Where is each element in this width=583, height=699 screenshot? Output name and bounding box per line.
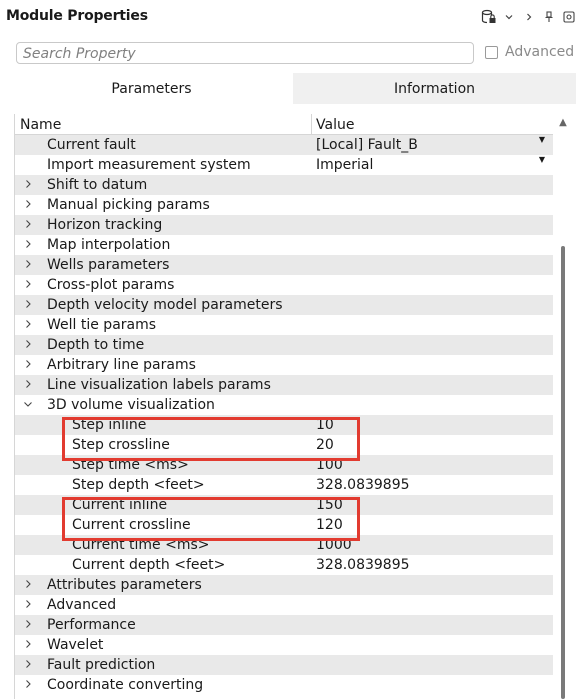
row-value-cell xyxy=(312,295,553,315)
highlight-current-box xyxy=(62,497,360,541)
chevron-right-icon[interactable] xyxy=(15,659,47,672)
row-value-cell xyxy=(312,355,553,375)
row-name-cell xyxy=(15,635,312,655)
chevron-right-icon[interactable] xyxy=(15,279,47,292)
row-label: Well tie params xyxy=(47,317,157,333)
grid-row[interactable] xyxy=(15,335,553,355)
row-label: Step depth <feet> xyxy=(72,477,205,493)
row-label: Current crossline xyxy=(72,517,191,533)
row-name-cell xyxy=(15,135,312,155)
row-name-cell xyxy=(15,315,312,335)
row-value: 20 xyxy=(316,437,334,453)
title-bar-actions xyxy=(479,8,579,26)
chevron-right-icon[interactable] xyxy=(519,8,539,26)
row-value-cell xyxy=(312,575,553,595)
row-name-cell xyxy=(15,375,312,395)
chevron-right-icon[interactable] xyxy=(15,179,47,192)
row-value-cell xyxy=(312,335,553,355)
chevron-right-icon[interactable] xyxy=(15,219,47,232)
row-label: Current inline xyxy=(72,497,168,513)
row-name-cell xyxy=(15,295,312,315)
row-label: 3D volume visualization xyxy=(47,397,215,413)
row-label: Shift to datum xyxy=(47,177,148,193)
chevron-right-icon[interactable] xyxy=(15,319,47,332)
chevron-right-icon[interactable] xyxy=(15,259,47,272)
search-box xyxy=(16,42,474,64)
grid-row[interactable] xyxy=(15,215,553,235)
window-title: Module Properties xyxy=(6,8,148,24)
row-value-cell xyxy=(312,215,553,235)
title-bar xyxy=(0,0,583,34)
chevron-right-icon[interactable] xyxy=(15,339,47,352)
row-name-cell xyxy=(15,395,312,415)
row-label: Step crossline xyxy=(72,437,170,453)
row-label: Fault prediction xyxy=(47,657,156,673)
grid-row[interactable] xyxy=(15,235,553,255)
grid-row[interactable] xyxy=(15,595,553,615)
grid-row[interactable] xyxy=(15,135,553,155)
row-label: Import measurement system xyxy=(47,157,251,173)
row-name-cell xyxy=(15,195,312,215)
row-name-cell xyxy=(15,175,312,195)
tab-bar xyxy=(10,73,576,104)
chevron-right-icon[interactable] xyxy=(15,379,47,392)
property-grid xyxy=(14,114,553,699)
row-value-cell xyxy=(312,275,553,295)
grid-row[interactable] xyxy=(15,275,553,295)
dropdown-arrow-icon[interactable]: ▼ xyxy=(538,155,545,164)
chevron-right-icon[interactable] xyxy=(15,679,47,692)
row-label: Coordinate converting xyxy=(47,677,204,693)
grid-row[interactable] xyxy=(15,155,553,175)
row-value: 120 xyxy=(316,517,343,533)
grid-row[interactable] xyxy=(15,635,553,655)
vertical-scrollbar[interactable] xyxy=(556,114,570,699)
grid-row[interactable] xyxy=(15,615,553,635)
row-name-cell xyxy=(15,215,312,235)
row-name-cell xyxy=(15,155,312,175)
row-label: Current depth <feet> xyxy=(72,557,226,573)
chevron-right-icon[interactable] xyxy=(15,239,47,252)
row-value-cell[interactable] xyxy=(312,475,553,495)
row-name-cell xyxy=(15,615,312,635)
chevron-right-icon[interactable] xyxy=(15,639,47,652)
row-value: 328.0839895 xyxy=(316,557,410,573)
row-value-cell xyxy=(312,595,553,615)
advanced-checkbox[interactable] xyxy=(485,46,498,59)
grid-row[interactable] xyxy=(15,375,553,395)
row-value-cell xyxy=(312,255,553,275)
row-value-cell xyxy=(312,615,553,635)
row-value: 150 xyxy=(316,497,343,513)
row-label: Step inline xyxy=(72,417,147,433)
row-value: 100 xyxy=(316,457,343,473)
row-name-cell xyxy=(15,355,312,375)
tab-parameters[interactable]: Parameters xyxy=(10,73,293,104)
row-value-cell xyxy=(312,655,553,675)
grid-header xyxy=(15,114,553,135)
highlight-step-box xyxy=(62,417,360,461)
chevron-right-icon[interactable] xyxy=(15,359,47,372)
row-value-cell xyxy=(312,395,553,415)
row-label: Line visualization labels params xyxy=(47,377,271,393)
row-value: 328.0839895 xyxy=(316,477,410,493)
row-value-cell xyxy=(312,195,553,215)
row-label: Arbitrary line params xyxy=(47,357,196,373)
scroll-up-icon[interactable]: ▲ xyxy=(559,117,567,128)
column-header-name[interactable]: Name xyxy=(15,114,312,134)
row-name-cell xyxy=(15,475,312,495)
row-label: Depth velocity model parameters xyxy=(47,297,283,313)
row-label: Wells parameters xyxy=(47,257,170,273)
row-value-cell[interactable] xyxy=(312,155,553,175)
row-value-cell xyxy=(312,315,553,335)
tab-information[interactable]: Information xyxy=(293,73,576,104)
row-label: Depth to time xyxy=(47,337,145,353)
row-label: Current fault xyxy=(47,137,136,153)
row-value-cell xyxy=(312,235,553,255)
column-header-value[interactable]: Value xyxy=(316,117,355,133)
grid-row[interactable] xyxy=(15,195,553,215)
grid-row[interactable] xyxy=(15,255,553,275)
chevron-down-icon[interactable] xyxy=(15,399,47,412)
row-name-cell xyxy=(15,555,312,575)
row-label: Performance xyxy=(47,617,136,633)
chevron-down-icon[interactable] xyxy=(499,8,519,26)
grid-row[interactable] xyxy=(15,395,553,415)
search-input[interactable] xyxy=(17,44,473,64)
row-value: 1000 xyxy=(316,537,352,553)
advanced-toggle[interactable] xyxy=(485,44,574,60)
row-value-cell[interactable] xyxy=(312,555,553,575)
chevron-right-icon[interactable] xyxy=(15,579,47,592)
row-label: Step time <ms> xyxy=(72,457,189,473)
row-value: Imperial xyxy=(316,157,374,173)
grid-row[interactable] xyxy=(15,655,553,675)
advanced-label: Advanced xyxy=(505,44,575,60)
grid-row[interactable] xyxy=(15,575,553,595)
row-label: Attributes parameters xyxy=(47,577,202,593)
dropdown-arrow-icon[interactable]: ▼ xyxy=(538,135,545,144)
row-label: Horizon tracking xyxy=(47,217,163,233)
grid-row[interactable] xyxy=(15,355,553,375)
row-name-cell xyxy=(15,655,312,675)
grid-row[interactable] xyxy=(15,675,553,695)
grid-rows xyxy=(15,135,553,695)
row-label: Map interpolation xyxy=(47,237,171,253)
row-value-cell xyxy=(312,675,553,695)
pin-icon[interactable] xyxy=(539,8,559,26)
database-lock-icon[interactable] xyxy=(479,8,499,26)
grid-row[interactable] xyxy=(15,175,553,195)
grid-row[interactable] xyxy=(15,475,553,495)
row-label: Advanced xyxy=(47,597,117,613)
scrollbar-thumb[interactable] xyxy=(561,246,565,699)
row-label: Current time <ms> xyxy=(72,537,210,553)
row-label: Wavelet xyxy=(47,637,104,653)
grid-row[interactable] xyxy=(15,295,553,315)
row-value: [Local] Fault_B xyxy=(316,137,418,153)
chevron-right-icon[interactable] xyxy=(15,619,47,632)
row-name-cell xyxy=(15,335,312,355)
row-label: Cross-plot params xyxy=(47,277,175,293)
chevron-right-icon[interactable] xyxy=(15,599,47,612)
row-value-cell xyxy=(312,175,553,195)
row-name-cell xyxy=(15,595,312,615)
row-value: 10 xyxy=(316,417,334,433)
settings-icon[interactable] xyxy=(559,8,579,26)
row-value-cell[interactable] xyxy=(312,135,553,155)
grid-row[interactable] xyxy=(15,315,553,335)
row-label: Manual picking params xyxy=(47,197,210,213)
grid-row[interactable] xyxy=(15,555,553,575)
row-name-cell xyxy=(15,235,312,255)
row-value-cell xyxy=(312,635,553,655)
row-name-cell xyxy=(15,255,312,275)
row-name-cell xyxy=(15,575,312,595)
chevron-right-icon[interactable] xyxy=(15,299,47,312)
row-value-cell xyxy=(312,375,553,395)
row-name-cell xyxy=(15,675,312,695)
row-name-cell xyxy=(15,275,312,295)
chevron-right-icon[interactable] xyxy=(15,199,47,212)
